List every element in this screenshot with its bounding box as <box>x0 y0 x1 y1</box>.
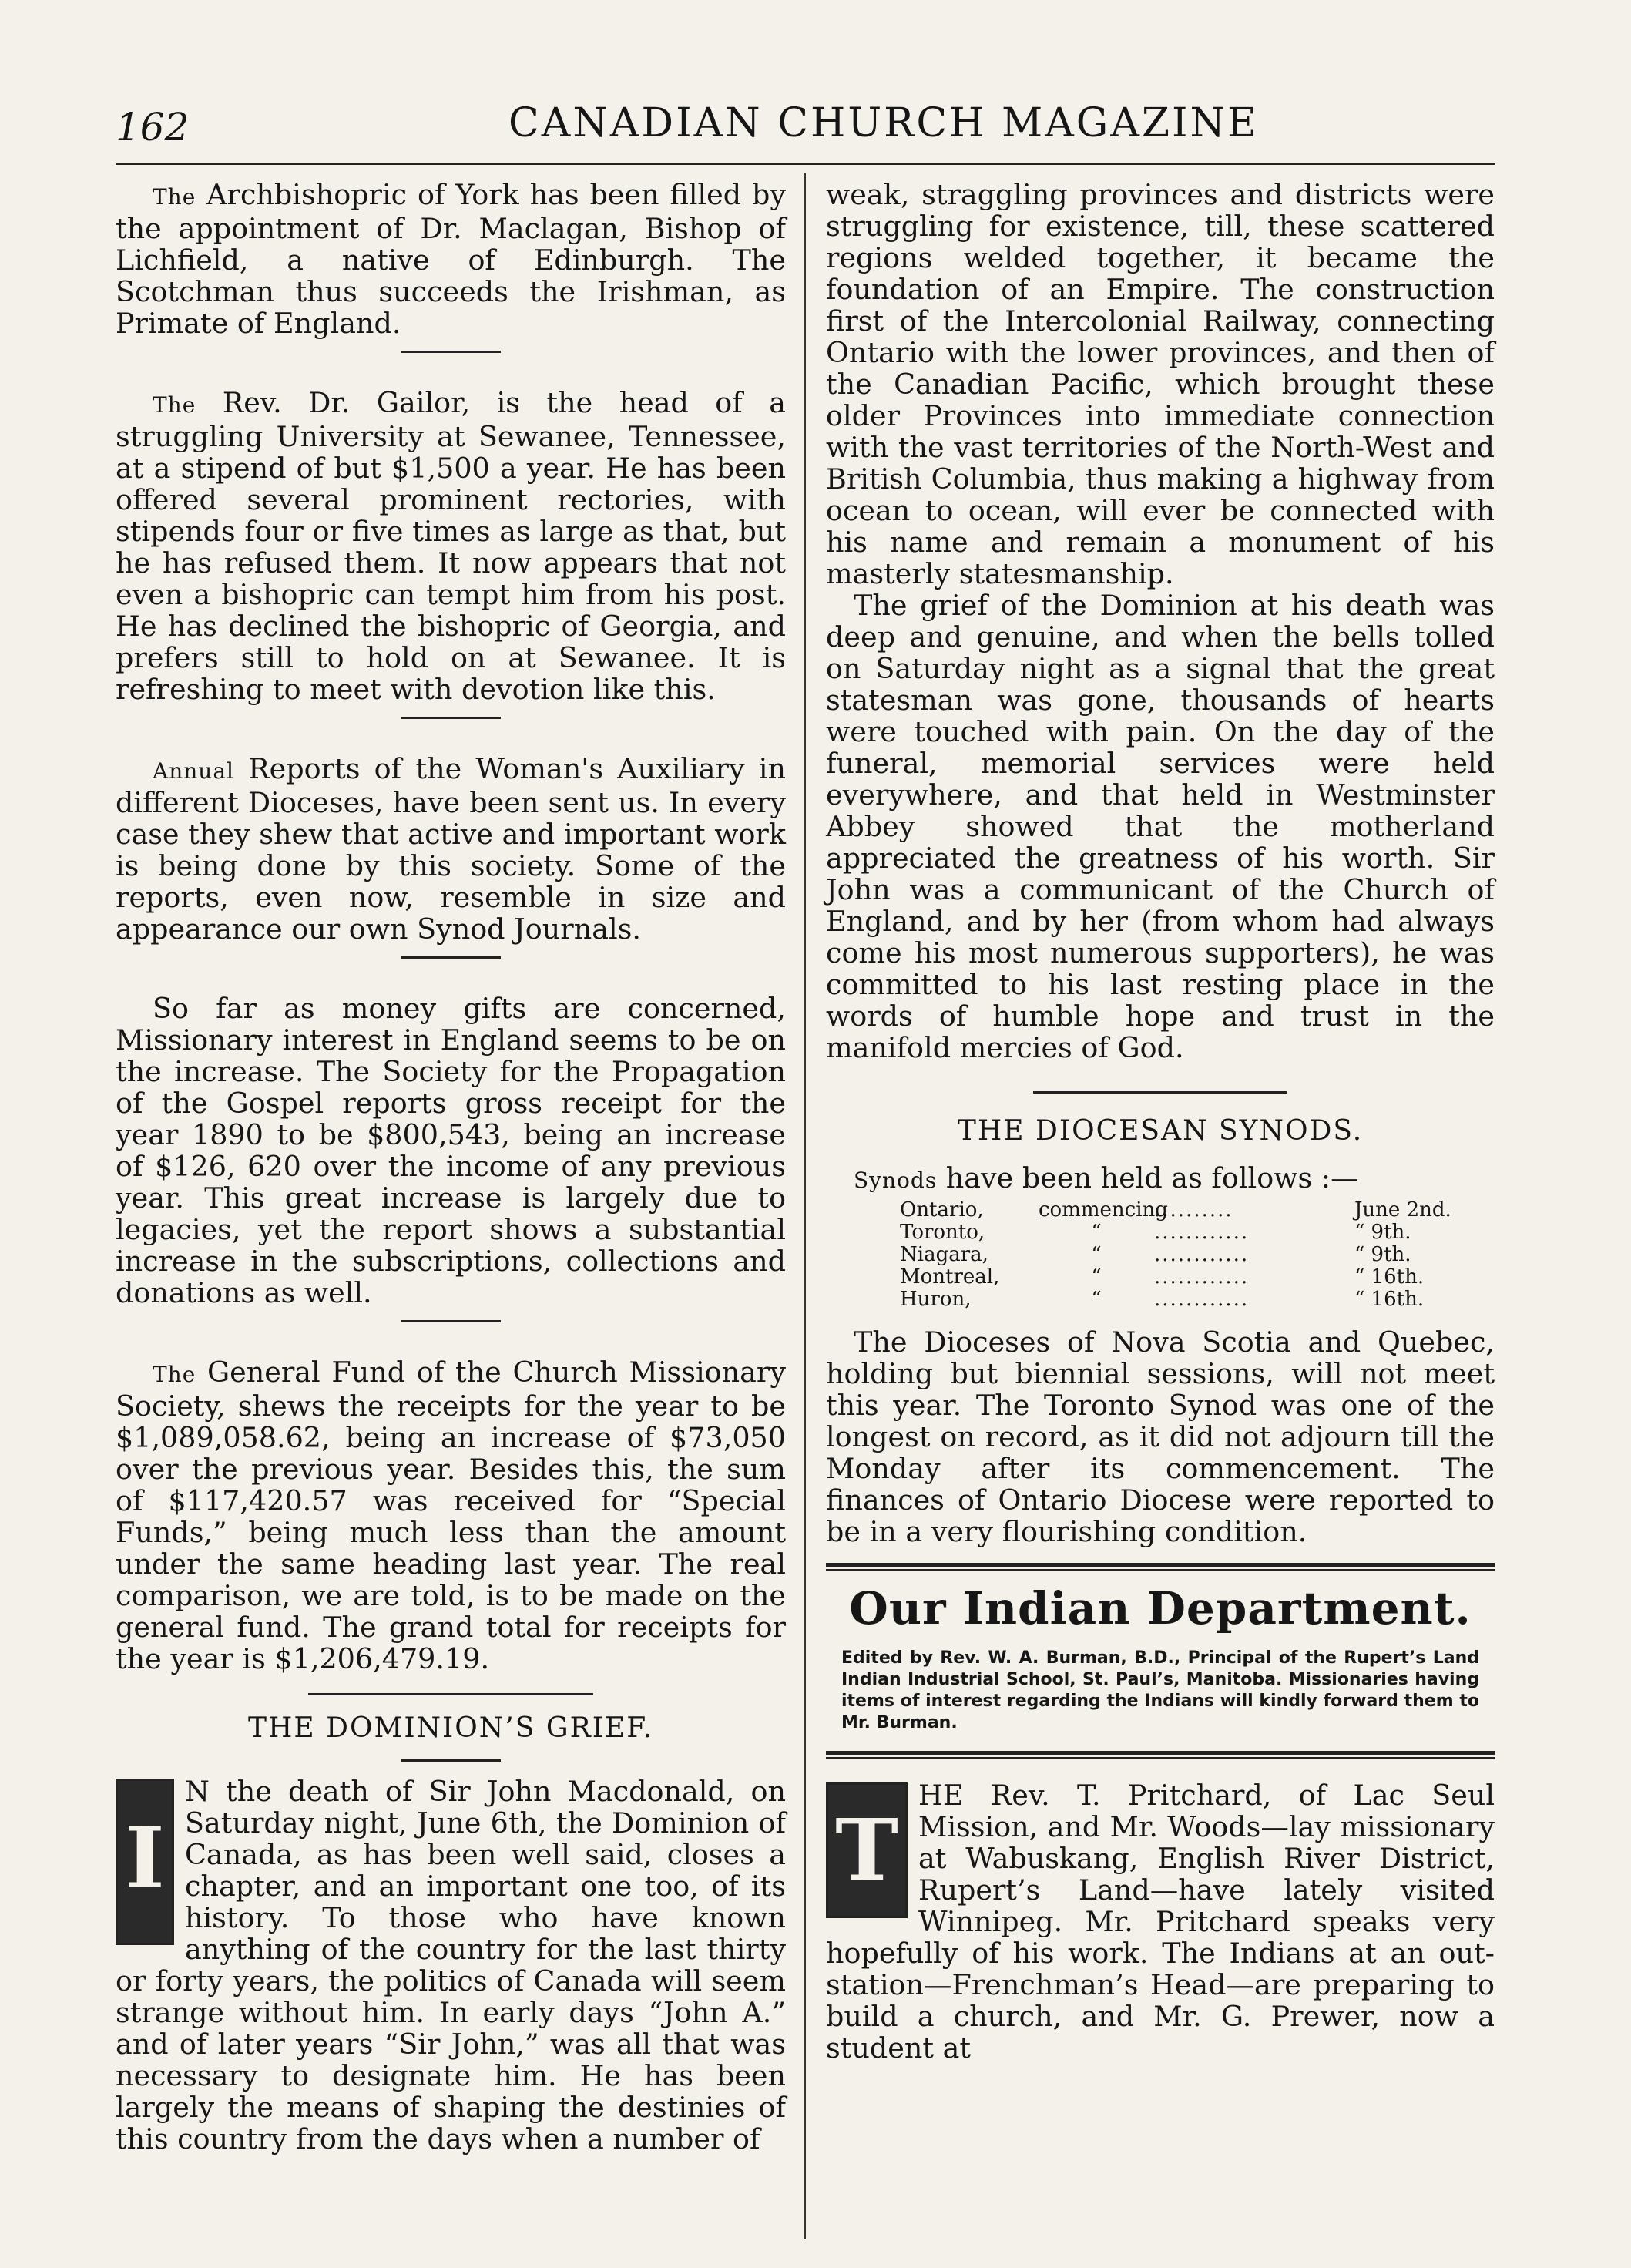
drop-cap-t: T <box>826 1782 908 1918</box>
synod-row <box>900 1289 1495 1311</box>
synod-row <box>900 1221 1495 1244</box>
synod-date: “ 9th. <box>1354 1243 1411 1266</box>
lead-word: The <box>153 184 196 210</box>
synod-date: June 2nd. <box>1354 1198 1451 1221</box>
synod-commencing: commencing <box>1039 1198 1168 1221</box>
paragraph-gailor <box>116 387 786 705</box>
paragraph-general-fund <box>116 1356 786 1675</box>
synod-diocese: Montreal, <box>900 1265 1000 1289</box>
synods-intro-text: have been held as follows :— <box>937 1161 1359 1194</box>
synod-diocese: Huron, <box>900 1288 972 1311</box>
indian-department-heading: Our Indian Department. <box>849 1582 1472 1635</box>
synod-diocese: Ontario, <box>900 1198 984 1221</box>
synods-heading: THE DIOCESAN SYNODS. <box>957 1115 1364 1147</box>
synods-table <box>900 1199 1495 1311</box>
paragraph-york <box>116 179 786 339</box>
synods-intro <box>826 1162 1495 1196</box>
synod-leader: ............ <box>1154 1289 1250 1311</box>
paragraph-annual-reports <box>116 753 786 945</box>
lead-word: Annual <box>153 758 234 784</box>
synod-leader: ............ <box>1154 1266 1250 1289</box>
page-header <box>116 100 1495 162</box>
paragraph-money-gifts: So far as money gifts are concerned, Missionary interest in England seems to be on the increase. The Society for the Propagation of the Gospel reports gross receipt for the year 1890 to be $800,543, being an increase of $126, 620 over the income of any previous year. This great increase is largely due to legacies, yet the report shows a substantial increase in the subscriptions, collections and donations as well. <box>116 992 786 1309</box>
section-rule <box>401 1320 501 1322</box>
paragraph-text: Archbishopric of York has been filled by the appointment of Dr. Maclagan, Bishop of Lichfield, a native of Edinburgh. The Scotchman thus succeeds the Irishman, as Primate of England. <box>116 178 786 340</box>
editor-note: Edited by Rev. W. A. Burman, B.D., Principal of the Rupert’s Land Indian Industrial School, St. Paul’s, Manitoba. Missionaries having items of interest regarding the Indians will kindly forward them to Mr. Burman. <box>841 1648 1479 1732</box>
header-rule <box>116 163 1495 165</box>
paragraph-text: HE Rev. T. Pritchard, of Lac Seul Mission, and Mr. Woods—lay missionary at Wabuskang, English River District, Rupert’s Land—have lately visited Winnipeg. Mr. Pritchard speaks very hopefully of his work. The Indians at an out-station—Frenchman’s Head—are preparing to build a church, and Mr. G. Prewer, now a student at <box>826 1779 1495 2065</box>
synod-date: “ 16th. <box>1354 1265 1425 1289</box>
paragraph-synods: The Dioceses of Nova Scotia and Quebec, holding but biennial sessions, will not meet this year. The Toronto Synod was one of the longest on record, as it did not adjourn till the Monday after its commencement. The finances of Ontario Diocese were reported to be in a very flourishing condition. <box>826 1326 1495 1548</box>
paragraph-pritchard <box>826 1779 1495 2064</box>
synod-leader: ............ <box>1154 1221 1250 1244</box>
section-rule <box>308 1693 593 1695</box>
double-rule <box>826 1751 1495 1759</box>
lead-word: The <box>153 392 196 418</box>
lead-word: The <box>153 1362 196 1387</box>
section-rule <box>401 717 501 719</box>
synod-row <box>900 1244 1495 1266</box>
dominion-heading: THE DOMINION’S GRIEF. <box>247 1712 654 1744</box>
section-rule <box>401 351 501 353</box>
synod-commencing: “ <box>1091 1288 1102 1311</box>
page-number: 162 <box>116 105 190 150</box>
paragraph-text: Rev. Dr. Gailor, is the head of a struggling University at Sewanee, Tennessee, at a stipend of but $1,500 a year. He has been offered several prominent rectories, with stipends four or five times as large as that, but he has refused them. It now appears that not even a bishopric can tempt him from his post. He has declined the bishopric of Georgia, and prefers still to hold on at Sewanee. It is refreshing to meet with devotion like this. <box>116 386 786 706</box>
drop-cap-i: I <box>116 1779 174 1945</box>
synod-commencing: “ <box>1091 1221 1102 1244</box>
paragraph-text: General Fund of the Church Missionary Society, shews the receipts for the year to be $1,089,058.62, being an increase of $73,050 over the previous year. Besides this, the sum of $117,420.57 was received for “Special Funds,” being much less than the amount under the same heading last year. The real comparison, we are told, is to be made on the general fund. The grand total for receipts for the year is $1,206,479.19. <box>116 1356 786 1675</box>
section-rule <box>401 956 501 959</box>
right-column <box>826 179 1495 2064</box>
section-rule <box>1033 1091 1287 1094</box>
lead-word: Synods <box>854 1168 938 1193</box>
paragraph-dominion-grief: The grief of the Dominion at his death was deep and genuine, and when the bells tolled on Saturday night as a signal that the great statesman was gone, thousands of hearts were touched with pain. On the day of the funeral, memorial services were held everywhere, and that held in Westminster Abbey showed that the motherland appreciated the greatness of his worth. Sir John was a communicant of the Church of England, and by her (from whom had always come his most numerous supporters), he was committed to his last resting place in the words of humble hope and trust in the manifold mercies of God. <box>826 589 1495 1064</box>
double-rule <box>826 1563 1495 1571</box>
synod-diocese: Niagara, <box>900 1243 988 1266</box>
paragraph-dominion <box>116 1776 786 2155</box>
synod-leader: .......... <box>1154 1199 1233 1221</box>
synod-date: “ 9th. <box>1354 1221 1411 1244</box>
paragraph-text: Reports of the Woman's Auxiliary in different Dioceses, have been sent us. In every case they shew that active and important work is being done by this society. Some of the reports, even now, resemble in size and appearance our own Synod Journals. <box>116 752 786 946</box>
paragraph-text: N the death of Sir John Macdonald, on Saturday night, June 6th, the Dominion of Canada, as has been well said, closes a chapter, and an important one too, of its history. To those who have known anything of the country for the last thirty or forty years, the politics of Canada will seem strange without him. In early days “John A.” and of later years “Sir John,” was all that was necessary to designate him. He has been largely the means of shaping the destinies of this country from the days when a number of <box>116 1775 786 2155</box>
paragraph-dominion-continued: weak, straggling provinces and districts were struggling for existence, till, these scattered regions welded together, it became the foundation of an Empire. The construction first of the Intercolonial Railway, connecting Ontario with the lower provinces, and then of the Canadian Pacific, which brought these older Provinces into immediate connection with the vast territories of the North-West and British Columbia, thus making a highway from ocean to ocean, will ever be connected with his name and remain a monument of his masterly statesmanship. <box>826 178 1495 590</box>
synod-commencing: “ <box>1091 1243 1102 1266</box>
synod-leader: ............ <box>1154 1244 1250 1266</box>
synod-date: “ 16th. <box>1354 1288 1425 1311</box>
synod-row <box>900 1199 1495 1221</box>
synod-diocese: Toronto, <box>900 1221 985 1244</box>
left-column <box>116 179 786 2155</box>
column-divider <box>804 173 806 2239</box>
magazine-title: CANADIAN CHURCH MAGAZINE <box>508 100 1260 146</box>
section-rule <box>401 1759 501 1762</box>
synod-commencing: “ <box>1091 1265 1102 1289</box>
synod-row <box>900 1266 1495 1289</box>
